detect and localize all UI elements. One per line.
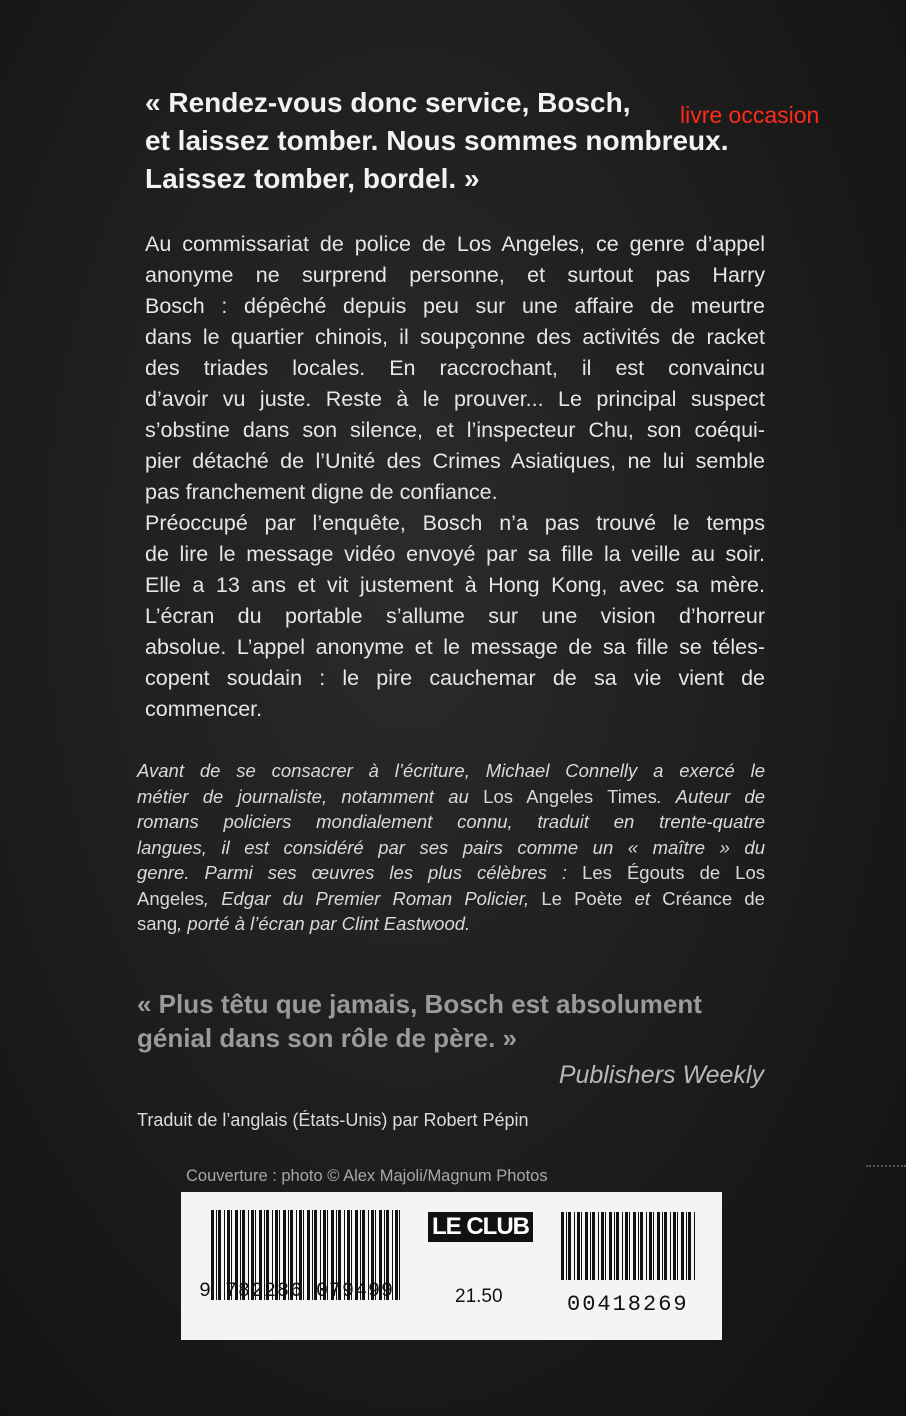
club-barcode: [561, 1212, 696, 1280]
synopsis-line: copent soudain : le pire cauchemar de sa vie vient de: [145, 666, 765, 690]
barcode-stripe: [616, 1212, 619, 1280]
bio-line: [137, 860, 765, 886]
barcode-stripe: [670, 1212, 671, 1280]
price: 21.50: [455, 1286, 503, 1307]
bio-text: , porté à l’écran par Clint Eastwood.: [177, 913, 471, 934]
press-quote-line: « Plus têtu que jamais, Bosch est absolument: [137, 989, 702, 1019]
barcode-stripe: [653, 1212, 654, 1280]
press-quote: [137, 987, 777, 1055]
bio-line: [137, 911, 765, 937]
bio-line: [137, 758, 765, 784]
barcode-stripe: [585, 1212, 588, 1280]
bio-line: [137, 809, 765, 835]
edge-wear: [866, 1165, 906, 1168]
bio-title: sang: [137, 913, 178, 934]
synopsis-line: anonyme ne surprend personne, et surtout pas Harry: [145, 263, 765, 287]
barcode-stripe: [598, 1212, 599, 1280]
photo-credit: Couverture : photo © Alex Majoli/Magnum Photos: [186, 1167, 548, 1185]
barcode-stripe: [681, 1212, 684, 1280]
barcode-stripe: [694, 1212, 695, 1280]
synopsis-line: de lire le message vidéo envoyé par sa fille la veille au soir.: [145, 542, 765, 566]
barcode-stripe: [566, 1212, 567, 1280]
bio-title: Le Poète: [541, 887, 623, 909]
barcode-stripe: [592, 1212, 595, 1280]
barcode-sticker: [181, 1192, 722, 1340]
bio-line: [137, 835, 765, 861]
bio-title: Angeles: [137, 887, 204, 909]
barcode-stripe: [395, 1210, 398, 1300]
used-book-tag: livre occasion: [680, 102, 820, 128]
club-code-number: 00418269: [567, 1292, 689, 1317]
bio-text: , Edgar du Premier Roman Policier,: [203, 887, 542, 909]
barcode-stripe: [590, 1212, 591, 1280]
synopsis-line: absolue. L’appel anonyme et le message de sa fille se téles-: [145, 635, 765, 659]
barcode-stripe: [614, 1212, 615, 1280]
bio-text: genre. Parmi ses œuvres les plus célèbres :: [137, 862, 568, 883]
press-quote-line: génial dans son rôle de père. »: [137, 1023, 518, 1053]
barcode-stripe: [581, 1212, 582, 1280]
barcode-stripe: [574, 1212, 575, 1280]
le-club-logo: LE CLUB: [428, 1212, 533, 1242]
synopsis-line: dans le quartier chinois, il soupçonne des activités de racket: [145, 325, 765, 349]
headline-line: Laissez tomber, bordel. »: [145, 163, 480, 194]
headline-line: « Rendez-vous donc service, Bosch,: [145, 87, 631, 118]
bio-text: métier de journaliste, notamment au: [137, 785, 469, 807]
synopsis-line: pier détaché de l’Unité des Crimes Asiatiques, ne lui semble: [145, 449, 765, 473]
synopsis-line: commencer.: [145, 697, 263, 721]
barcode-stripe: [625, 1212, 628, 1280]
barcode-stripe: [649, 1212, 652, 1280]
bio-line: [137, 886, 765, 912]
translator-credit: Traduit de l’anglais (États-Unis) par Robert Pépin: [137, 1110, 529, 1130]
barcode-stripe: [662, 1212, 663, 1280]
bio-text: . Auteur de: [656, 785, 766, 807]
press-quote-source: Publishers Weekly: [558, 1061, 764, 1089]
synopsis: [145, 229, 765, 725]
synopsis-line: Au commissariat de police de Los Angeles, ce genre d’appel: [145, 232, 765, 256]
barcode-stripe: [686, 1212, 687, 1280]
bio-line: [137, 784, 765, 810]
barcode-stripe: [577, 1212, 580, 1280]
bio-title: Créance de: [662, 887, 765, 909]
bio-text: langues, il est considéré par ses pairs comme un « maître » du: [137, 836, 765, 858]
bio-text: et: [622, 887, 663, 909]
barcode-stripe: [629, 1212, 630, 1280]
barcode-stripe: [646, 1212, 647, 1280]
synopsis-line: d’avoir vu juste. Reste à le prouver... Le principal suspect: [145, 387, 765, 411]
barcode-stripe: [688, 1212, 691, 1280]
headline-line: et laissez tomber. Nous sommes nombreux.: [145, 125, 729, 156]
barcode-stripe: [399, 1210, 400, 1300]
barcode-stripe: [605, 1212, 606, 1280]
barcode-stripe: [561, 1212, 564, 1280]
bio-text: Avant de se consacrer à l’écriture, Michael Connelly a exercé le: [137, 760, 765, 781]
barcode-stripe: [622, 1212, 623, 1280]
barcode-stripe: [638, 1212, 639, 1280]
synopsis-line: s’obstine dans son silence, et l’inspecteur Chu, son coéqui-: [145, 418, 765, 442]
barcode-stripe: [657, 1212, 660, 1280]
barcode-stripe: [601, 1212, 604, 1280]
barcode-stripe: [664, 1212, 667, 1280]
bio-title: Les Égouts de Los: [567, 862, 766, 883]
synopsis-line: pas franchement digne de confiance.: [145, 480, 498, 504]
synopsis-line: des triades locales. En raccrochant, il est convaincu: [145, 356, 765, 380]
barcode-stripe: [633, 1212, 636, 1280]
synopsis-line: L’écran du portable s’allume sur une vision d’horreur: [145, 604, 765, 628]
barcode-stripe: [609, 1212, 612, 1280]
barcode-stripe: [568, 1212, 571, 1280]
synopsis-line: Préoccupé par l’enquête, Bosch n’a pas trouvé le temps: [145, 511, 765, 535]
barcode-stripe: [640, 1212, 643, 1280]
bio-text: romans policiers mondialement connu, traduit en trente-quatre: [137, 811, 765, 832]
author-bio: [137, 758, 765, 937]
synopsis-line: Bosch : dépêché depuis peu sur une affaire de meurtre: [145, 294, 765, 318]
barcode-stripe: [673, 1212, 676, 1280]
synopsis-line: Elle a 13 ans et vit justement à Hong Kong, avec sa mère.: [145, 573, 765, 597]
isbn-number: 9 782286 079499: [199, 1280, 395, 1303]
barcode-stripe: [677, 1212, 678, 1280]
bio-title: Los Angeles Times: [468, 785, 657, 807]
